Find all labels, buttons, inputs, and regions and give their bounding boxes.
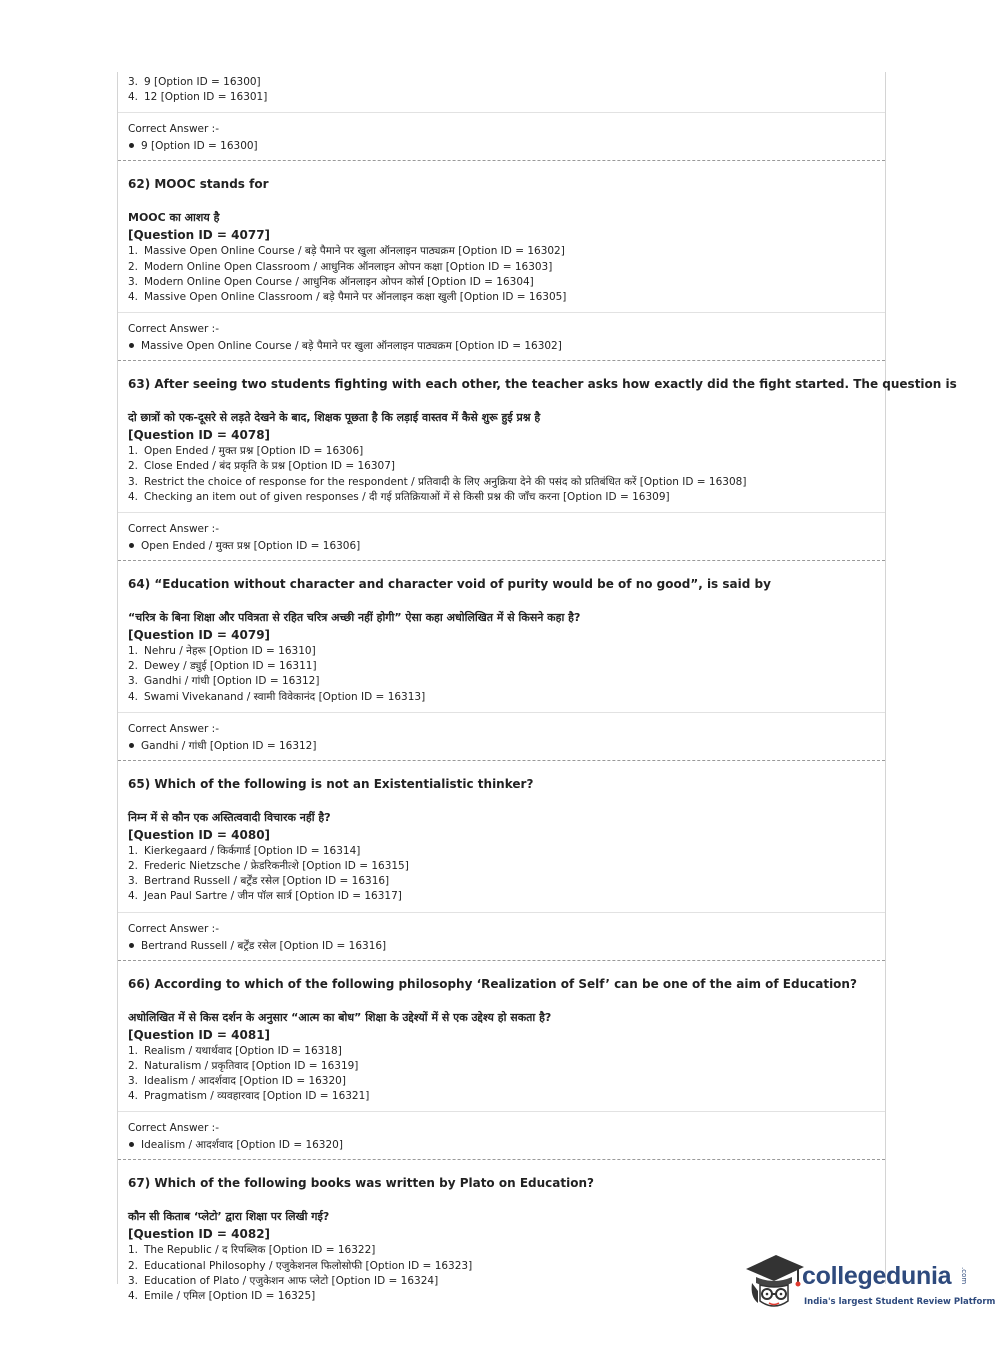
bullet-icon [129, 943, 134, 948]
question-block [118, 776, 885, 961]
option-item [128, 490, 885, 505]
correct-answer-text: Gandhi / गांधी [Option ID = 16312] [141, 739, 317, 752]
option-number: 3. [128, 1274, 139, 1287]
option-number: 3. [128, 275, 139, 288]
option-text: Nehru / नेहरू [Option ID = 16310] [144, 645, 316, 658]
question-divider [118, 960, 885, 961]
correct-answer-label: Correct Answer :- [128, 922, 219, 935]
bullet-icon [129, 743, 134, 748]
option-number: 1. [128, 445, 139, 458]
option-item: 3. 9 [Option ID = 16300] [128, 76, 261, 88]
option-number: 4. [128, 890, 139, 903]
option-text: Idealism / आदर्शवाद [Option ID = 16320] [144, 1075, 346, 1088]
brand-name: collegedunia [802, 1262, 952, 1290]
answer-block [118, 1121, 885, 1153]
option-number: 2. [128, 260, 139, 273]
option-item [128, 244, 885, 259]
question-divider [118, 360, 885, 361]
question-hindi: “चरित्र के बिना शिक्षा और पवित्रता से रहित चरित्र अच्छी नहीं होगी” ऐसा कहा अधोलिखित में से किसने कहा है? [128, 611, 581, 625]
correct-answer [128, 739, 885, 754]
section-divider [118, 1111, 885, 1112]
question-hindi: निम्न में से कौन एक अस्तित्ववादी विचारक नहीं है? [128, 810, 331, 824]
option-item [128, 844, 885, 859]
question-hindi: अधोलिखित में से किस दर्शन के अनुसार “आत्म का बोध” शिक्षा के उद्देश्यों में से एक उद्देश्य हो सकता है? [128, 1010, 552, 1024]
answer-block [118, 922, 885, 954]
option-text: Close Ended / बंद प्रकृति के प्रश्न [Option ID = 16307] [144, 460, 395, 473]
option-text: Naturalism / प्रकृतिवाद [Option ID = 16319] [144, 1059, 359, 1072]
correct-answer-text: Idealism / आदर्शवाद [Option ID = 16320] [141, 1139, 343, 1152]
option-number: 4. [128, 1090, 139, 1103]
answer-block [118, 722, 885, 754]
option-item [128, 275, 885, 290]
section-divider [118, 312, 885, 313]
option-number: 4. [128, 690, 139, 703]
question-title: 62) MOOC stands for [128, 177, 269, 192]
option-number: 1. [128, 844, 139, 857]
option-item: 4. 12 [Option ID = 16301] [128, 91, 268, 104]
option-list [128, 244, 885, 305]
brand-suffix: .com [960, 1267, 968, 1285]
option-number: 1. [128, 245, 139, 258]
question-block [118, 576, 885, 761]
correct-answer [128, 1138, 885, 1153]
correct-answer-label: Correct Answer :- [128, 1122, 219, 1135]
question-id: [Question ID = 4077] [128, 228, 271, 243]
correct-answer [128, 539, 885, 554]
correct-answer-label: Correct Answer :- [128, 722, 219, 735]
option-text: Pragmatism / व्यवहारवाद [Option ID = 16321] [144, 1090, 370, 1103]
section-divider [118, 912, 885, 913]
option-text: Massive Open Online Course / बड़े पैमाने पर खुला ऑनलाइन पाठ्यक्रम [Option ID = 16302] [144, 245, 565, 258]
option-item [128, 690, 885, 705]
option-number: 1. [128, 1244, 139, 1257]
question-body [118, 976, 885, 1105]
option-item [128, 459, 885, 474]
correct-answer-label: Correct Answer :- [128, 323, 219, 336]
option-text: Dewey / ड्युई [Option ID = 16311] [144, 660, 317, 673]
section-divider [118, 112, 885, 113]
section-divider [118, 512, 885, 513]
option-item [128, 1089, 885, 1104]
option-item [128, 644, 885, 659]
brand-tagline: India's largest Student Review Platform [804, 1297, 996, 1307]
question-divider [118, 1159, 885, 1160]
answer-block [118, 522, 885, 554]
option-item [128, 659, 885, 674]
question-id: [Question ID = 4080] [128, 827, 271, 842]
option-number: 2. [128, 660, 139, 673]
mascot-icon [742, 1249, 806, 1315]
option-list [128, 1044, 885, 1105]
option-text: Massive Open Online Classroom / बड़े पैमाने पर ऑनलाइन कक्षा खुली [Option ID = 16305] [144, 291, 567, 304]
option-text: Emile / एमिल [Option ID = 16325] [144, 1290, 316, 1303]
question-block [118, 176, 885, 361]
question-body [118, 576, 885, 705]
option-text: Bertrand Russell / बर्ट्रेंड रसेल [Option ID = 16316] [144, 875, 390, 888]
option-text: The Republic / द रिपब्लिक [Option ID = 16322] [144, 1244, 376, 1257]
question-id: [Question ID = 4078] [128, 428, 271, 443]
option-list [128, 444, 885, 505]
option-text: Swami Vivekanand / स्वामी विवेकानंद [Option ID = 16313] [144, 690, 426, 703]
option-item [128, 1059, 885, 1074]
question-id: [Question ID = 4079] [128, 628, 271, 643]
option-item [128, 674, 885, 689]
option-item [128, 1044, 885, 1059]
option-text: Modern Online Open Classroom / आधुनिक ऑनलाइन ओपन कक्षा [Option ID = 16303] [144, 260, 553, 273]
question-block [118, 376, 957, 561]
bullet-icon [129, 143, 134, 148]
question-hindi: कौन सी किताब ‘प्लेटो’ द्वारा शिक्षा पर लिखी गई? [128, 1210, 330, 1224]
correct-answer-text: Open Ended / मुक्त प्रश्न [Option ID = 16306] [141, 540, 361, 553]
option-text: Education of Plato / एजुकेशन आफ प्लेटो [Option ID = 16324] [144, 1274, 439, 1287]
question-body [118, 776, 885, 905]
option-item [128, 260, 885, 275]
option-item [128, 290, 885, 305]
correct-answer [128, 939, 885, 954]
option-number: 3. [128, 675, 139, 688]
correct-answer-text: Massive Open Online Course / बड़े पैमाने पर खुला ऑनलाइन पाठ्यक्रम [Option ID = 16302] [141, 340, 562, 353]
question-title: 65) Which of the following is not an Existentialistic thinker? [128, 776, 534, 791]
option-item [128, 889, 885, 904]
option-item [128, 444, 885, 459]
question-block [118, 976, 885, 1161]
section-divider [118, 712, 885, 713]
option-number: 1. [128, 645, 139, 658]
bullet-icon [129, 543, 134, 548]
option-number: 2. [128, 860, 139, 873]
option-number: 4. [128, 1290, 139, 1303]
option-text: Restrict the choice of response for the respondent / प्रतिवादी के लिए अनुक्रिया देने की पसंद को प्रतिबंधित करें [Option ID = 16308] [144, 475, 747, 488]
option-list [128, 644, 885, 705]
option-number: 1. [128, 1044, 139, 1057]
option-list [128, 844, 885, 905]
option-number: 2. [128, 460, 139, 473]
correct-answer-label: Correct Answer :- [128, 523, 219, 536]
option-text: Checking an item out of given responses / दी गई प्रतिक्रियाओं में से किसी प्रश्न की जाँच करना [Option ID = 16309] [144, 490, 670, 503]
option-item [128, 475, 885, 490]
answer-block [118, 322, 885, 354]
option-number: 4. [128, 490, 139, 503]
option-item [128, 1074, 885, 1089]
option-number: 4. [128, 291, 139, 304]
question-title: 66) According to which of the following philosophy ‘Realization of Self’ can be one of the aim of Education? [128, 976, 857, 991]
question-title: 67) Which of the following books was written by Plato on Education? [128, 1176, 594, 1191]
question-hindi: दो छात्रों को एक-दूसरे से लड़ते देखने के बाद, शिक्षक पूछता है कि लड़ाई वास्तव में कैसे शुरू हुई प्रश्न है [128, 411, 541, 425]
question-id: [Question ID = 4081] [128, 1027, 271, 1042]
question-divider [118, 560, 885, 561]
option-text: Realism / यथार्थवाद [Option ID = 16318] [144, 1044, 342, 1057]
option-text: Frederic Nietzsche / फ्रेडरिकनीत्शे [Option ID = 16315] [144, 860, 409, 873]
option-number: 3. [128, 875, 139, 888]
option-number: 2. [128, 1059, 139, 1072]
bullet-icon [129, 343, 134, 348]
question-title: 64) “Education without character and character void of purity would be of no good”, is said by [128, 577, 771, 592]
question-divider [118, 160, 885, 161]
question-body [118, 176, 885, 305]
option-text: Modern Online Open Course / आधुनिक ऑनलाइन ओपन कोर्स [Option ID = 16304] [144, 275, 534, 288]
answer-block [118, 122, 885, 154]
option-text: Gandhi / गांधी [Option ID = 16312] [144, 675, 320, 688]
question-hindi: MOOC का आशय है [128, 211, 220, 225]
option-number: 3. [128, 1075, 139, 1088]
bullet-icon [129, 1142, 134, 1147]
question-title: 63) After seeing two students fighting with each other, the teacher asks how exactly did the fight started. The question is [128, 377, 957, 392]
correct-answer: 9 [Option ID = 16300] [128, 139, 885, 154]
option-item [128, 874, 885, 889]
option-text: Kierkegaard / किर्कगार्ड [Option ID = 16314] [144, 844, 361, 857]
option-item [128, 859, 885, 874]
correct-answer-label: Correct Answer :- [128, 123, 219, 136]
option-text: Educational Philosophy / एजुकेशनल फिलोसोफी [Option ID = 16323] [144, 1259, 473, 1272]
option-text: Jean Paul Sartre / जीन पॉल सार्त्र [Option ID = 16317] [144, 890, 402, 903]
collegedunia-logo [742, 1247, 996, 1322]
question-body [118, 376, 957, 505]
top-continuation [118, 72, 885, 105]
option-list [128, 75, 885, 105]
option-number: 3. [128, 475, 139, 488]
question-divider [118, 760, 885, 761]
option-text: Open Ended / मुक्त प्रश्न [Option ID = 16306] [144, 445, 364, 458]
correct-answer-text: Bertrand Russell / बर्ट्रेंड रसेल [Option ID = 16316] [141, 939, 387, 952]
question-id: [Question ID = 4082] [128, 1227, 271, 1242]
option-number: 2. [128, 1259, 139, 1272]
correct-answer [128, 339, 885, 354]
